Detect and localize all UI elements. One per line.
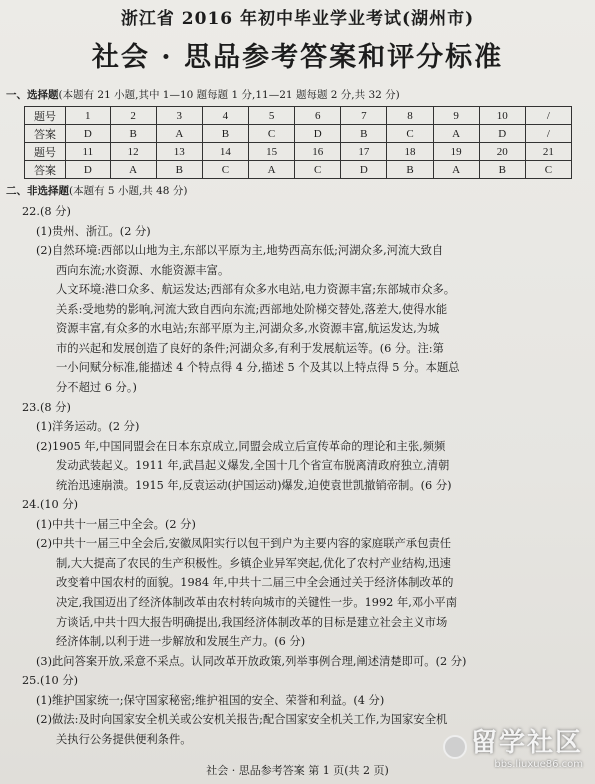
table-cell: 1 [66, 107, 111, 125]
table-cell: 5 [249, 107, 295, 125]
table-row [25, 143, 572, 161]
watermark-url: bbs.liuxue86.com [494, 759, 583, 770]
section2-heading: 二、非选择题(本题有 5 小题,共 48 分) [6, 185, 188, 197]
row-header-cell: 题号 [25, 107, 66, 125]
answer-line: (2)中共十一届三中全会后,安徽凤阳实行以包干到户为主要内容的家庭联产承包责任 [36, 537, 451, 551]
table-cell: D [66, 125, 111, 143]
table-row [25, 107, 572, 125]
watermark [443, 722, 583, 770]
page-footer: 社会 · 思品参考答案 第 1 页(共 2 页) [206, 764, 389, 777]
question-number: 25.(10 分) [22, 674, 79, 688]
table-cell: 20 [479, 143, 525, 161]
table-cell: B [341, 125, 387, 143]
table-cell: D [295, 125, 341, 143]
question-number: 23.(8 分) [22, 400, 71, 414]
table-row [25, 125, 572, 143]
answer-line: 西向东流;水资源、水能资源丰富。 [56, 263, 230, 277]
table-cell: 6 [295, 107, 341, 125]
table-cell: 13 [156, 143, 202, 161]
table-cell: 8 [387, 107, 433, 125]
table-cell: A [433, 161, 479, 179]
row-header-cell: 答案 [25, 161, 66, 179]
table-cell: / [525, 125, 571, 143]
question-number: 22.(8 分) [22, 205, 71, 218]
answer-line: (2)自然环境:西部以山地为主,东部以平原为主,地势西高东低;河湖众多,河流大致自 [36, 244, 444, 258]
answer-line: 人文环境:港口众多、航运发达;西部有众多水电站,电力资源丰富;东部城市众多。 [56, 283, 456, 297]
answer-line: 一小问赋分标准,能描述 4 个特点得 4 分,描述 5 个及其以上特点得 5 分。本题总 [56, 361, 460, 375]
table-cell: D [479, 125, 525, 143]
answer-line: (1)中共十一届三中全会。(2 分) [36, 517, 196, 531]
table-cell: B [387, 161, 433, 179]
question-number: 24.(10 分) [22, 498, 79, 512]
answer-line: 资源丰富,有众多的水电站;东部平原为主,河湖众多,水资源丰富,航运发达,为城 [56, 322, 440, 336]
table-cell: 19 [433, 143, 479, 161]
table-cell: A [433, 125, 479, 143]
table-cell: 18 [387, 143, 433, 161]
answer-line: 统治迅速崩溃。1915 年,反袁运动(护国运动)爆发,迫使袁世凯撤销帝制。(6 分) [56, 478, 452, 492]
row-header-cell: 题号 [25, 143, 66, 161]
row-header-cell: 答案 [25, 125, 66, 143]
answer-line: 市的兴起和发展创造了良好的条件;河湖众多,有利于发展航运等。(6 分。注:第 [56, 341, 444, 355]
table-cell: C [387, 125, 433, 143]
answer-line: 关执行公务提供便利条件。 [56, 732, 192, 746]
table-cell: 3 [156, 107, 202, 125]
exam-title: 浙江省 2016 年初中毕业学业考试(湖州市) [120, 9, 475, 29]
table-cell: 17 [341, 143, 387, 161]
table-cell: D [66, 161, 111, 179]
table-cell: A [249, 161, 295, 179]
answer-line: 分不超过 6 分。) [56, 380, 137, 394]
table-cell: D [341, 161, 387, 179]
table-cell: C [202, 161, 248, 179]
table-cell: 10 [479, 107, 525, 125]
table-cell: 15 [249, 143, 295, 161]
table-cell: C [295, 161, 341, 179]
table-row [25, 161, 572, 179]
watermark-logo-icon [443, 735, 467, 759]
answer-line: 关系:受地势的影响,河流大致自西向东流;西部地处阶梯交替处,落差大,使得水能 [56, 302, 448, 316]
table-cell: / [525, 107, 571, 125]
table-cell: 2 [110, 107, 156, 125]
table-cell: 16 [295, 143, 341, 161]
table-cell: B [479, 161, 525, 179]
table-cell: 12 [110, 143, 156, 161]
table-cell: C [249, 125, 295, 143]
section1-heading: 一、选择题(本题有 21 小题,其中 1—10 题每题 1 分,11—21 题每题 2 分,共 32 分) [6, 89, 400, 101]
watermark-text: 留学社区 [470, 728, 583, 758]
answer-line: 制,大大提高了农民的生产积极性。乡镇企业异军突起,优化了农村产业结构,迅速 [56, 556, 451, 570]
answer-line: (1)维护国家统一;保守国家秘密;维护祖国的安全、荣誉和利益。(4 分) [36, 693, 385, 707]
answer-line: (2)做法:及时向国家安全机关或公安机关报告;配合国家安全机关工作,为国家安全机 [36, 713, 448, 727]
table-cell: 14 [202, 143, 248, 161]
answer-line: (2)1905 年,中国同盟会在日本东京成立,同盟会成立后宣传革命的理论和主张,频频 [36, 439, 446, 453]
table-cell: C [525, 161, 571, 179]
answer-line: (1)贵州、浙江。(2 分) [36, 224, 151, 238]
answer-table [24, 106, 572, 179]
table-cell: A [110, 161, 156, 179]
answer-line: 经济体制,以利于进一步解放和发展生产力。(6 分) [56, 635, 306, 649]
table-cell: 7 [341, 107, 387, 125]
table-cell: 21 [525, 143, 571, 161]
answer-line: 方谈话,中共十四大报告明确提出,我国经济体制改革的目标是建立社会主义市场 [56, 615, 448, 629]
table-cell: 4 [202, 107, 248, 125]
table-cell: 9 [433, 107, 479, 125]
answer-line: 改变着中国农村的面貌。1984 年,中共十二届三中全会通过关于经济体制改革的 [56, 576, 454, 590]
document-title: 社会 · 思品参考答案和评分标准 [91, 42, 504, 73]
answer-line: (3)此问答案开放,采意不采点。认同改革开放政策,列举事例合理,阐述清楚即可。(2 分) [36, 654, 467, 668]
table-cell: B [110, 125, 156, 143]
answer-line: (1)洋务运动。(2 分) [36, 420, 140, 434]
table-cell: B [156, 161, 202, 179]
table-cell: B [202, 125, 248, 143]
table-cell: A [156, 125, 202, 143]
table-cell: 11 [66, 143, 111, 161]
answer-line: 决定,我国迈出了经济体制改革由农村转向城市的关键性一步。1992 年,邓小平南 [56, 596, 458, 609]
answer-line: 发动武装起义。1911 年,武昌起义爆发,全国十几个省宣布脱离清政府独立,清朝 [56, 459, 450, 473]
